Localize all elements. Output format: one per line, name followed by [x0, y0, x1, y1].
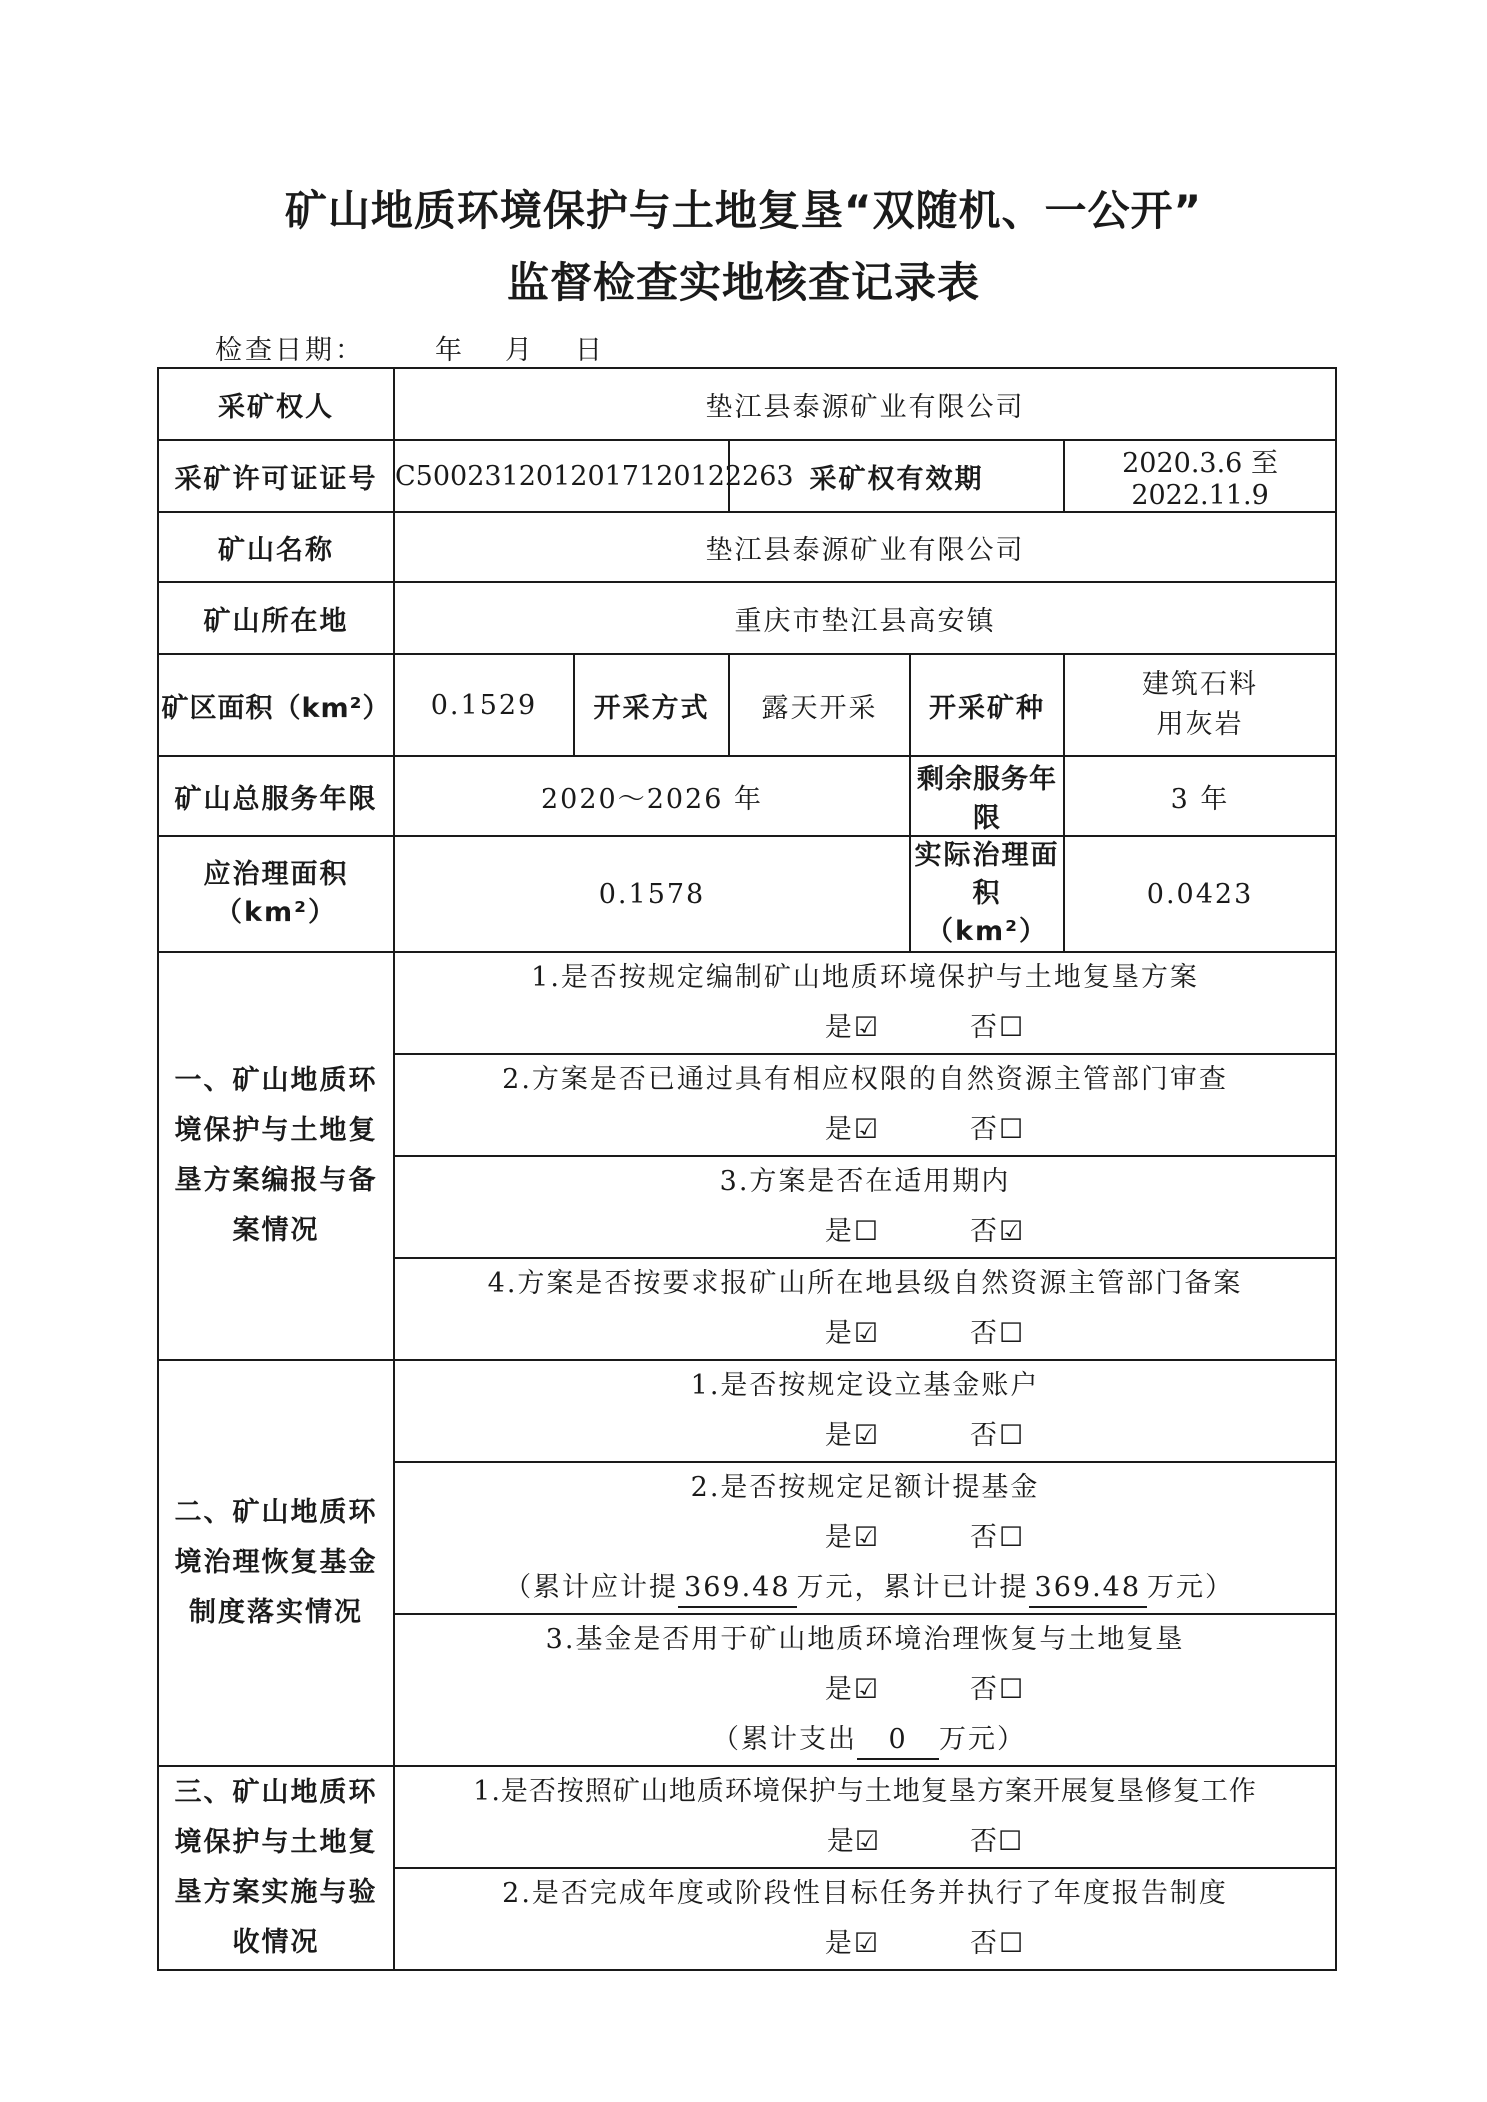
answer-line — [395, 1309, 1335, 1359]
service-label: 矿山总服务年限 — [158, 756, 394, 836]
section3-title-line3: 垦方案实施与验 — [174, 1877, 378, 1908]
no-checkbox[interactable]: 否☐ — [970, 1012, 1026, 1043]
section1-item1-row — [158, 952, 1336, 1054]
remain-label: 剩余服务年限 — [910, 756, 1064, 836]
fund-expense-note — [395, 1715, 1335, 1765]
section3-title-line4: 收情况 — [232, 1927, 320, 1958]
section1-title-line1: 一、矿山地质环 — [174, 1065, 378, 1096]
owner-value: 垫江县泰源矿业有限公司 — [394, 368, 1336, 440]
section2-title-line1: 二、矿山地质环 — [174, 1497, 378, 1528]
note-prefix: （累计应计提 — [504, 1572, 679, 1603]
validity-value: 2020.3.6 至 2022.11.9 — [1064, 440, 1336, 512]
section3-title — [158, 1766, 394, 1970]
row-license — [158, 440, 1336, 512]
yes-checkbox[interactable]: 是☑ — [824, 1114, 881, 1145]
question-text: 2.是否完成年度或阶段性目标任务并执行了年度报告制度 — [502, 1878, 1228, 1909]
answer-line — [395, 1411, 1335, 1461]
answer-line — [395, 1513, 1335, 1563]
document-title-line2: 监督检查实地核查记录表 — [506, 258, 980, 307]
note-suffix: 万元） — [939, 1724, 1027, 1755]
no-checkbox[interactable]: 否☑ — [970, 1216, 1026, 1247]
mineral-value-line2: 用灰岩 — [1156, 709, 1244, 740]
row-mine-name — [158, 512, 1336, 582]
should-area-label — [158, 836, 394, 952]
note-prefix: （累计支出 — [712, 1724, 858, 1755]
row-location — [158, 582, 1336, 654]
remain-value: 3 年 — [1064, 756, 1336, 836]
actual-area-value: 0.0423 — [1064, 836, 1336, 952]
section1-title-line2: 境保护与土地复 — [174, 1115, 378, 1146]
section2-item1-row — [158, 1360, 1336, 1462]
area-value: 0.1529 — [394, 654, 574, 756]
section2-item3 — [394, 1614, 1336, 1766]
no-checkbox[interactable]: 否☐ — [970, 1114, 1026, 1145]
note-mid: 万元，累计已计提 — [796, 1572, 1029, 1603]
section1-item3 — [394, 1156, 1336, 1258]
section3-item1-row — [158, 1766, 1336, 1868]
section2-title-line2: 境治理恢复基金 — [174, 1547, 378, 1578]
question-text: 1.是否按照矿山地质环境保护与土地复垦方案开展复垦修复工作 — [473, 1776, 1257, 1807]
actual-area-label-line2: （km²） — [926, 916, 1048, 947]
answer-line — [395, 1665, 1335, 1715]
inspection-date-label: 检查日期： — [215, 335, 365, 366]
section1-title-line3: 垦方案编报与备 — [174, 1165, 378, 1196]
date-day: 日 — [575, 335, 605, 366]
method-value: 露天开采 — [729, 654, 910, 756]
note-suffix: 万元） — [1147, 1572, 1235, 1603]
answer-line — [395, 1207, 1335, 1257]
no-checkbox[interactable]: 否☐ — [970, 1674, 1026, 1705]
date-year: 年 — [435, 335, 465, 366]
mineral-value — [1064, 654, 1336, 756]
actual-area-label — [910, 836, 1064, 952]
question-text: 4.方案是否按要求报矿山所在地县级自然资源主管部门备案 — [487, 1268, 1243, 1299]
section1-item1 — [394, 952, 1336, 1054]
question-text: 3.方案是否在适用期内 — [719, 1166, 1011, 1197]
mine-name-label: 矿山名称 — [158, 512, 394, 582]
answer-line — [395, 1003, 1335, 1053]
no-checkbox[interactable]: 否☐ — [970, 1420, 1026, 1451]
yes-checkbox[interactable]: 是☑ — [824, 1420, 881, 1451]
yes-checkbox[interactable]: 是☑ — [824, 1522, 881, 1553]
section3-title-line2: 境保护与土地复 — [174, 1827, 378, 1858]
row-owner — [158, 368, 1336, 440]
expense-value: 0 — [857, 1722, 939, 1760]
yes-checkbox[interactable]: 是☐ — [824, 1216, 881, 1247]
question-text: 3.基金是否用于矿山地质环境治理恢复与土地复垦 — [545, 1624, 1185, 1655]
row-service — [158, 756, 1336, 836]
inspection-date-line — [215, 328, 605, 367]
actual-area-label-line1: 实际治理面积 — [914, 840, 1060, 909]
should-area-label-line2: （km²） — [215, 897, 337, 928]
question-text: 1.是否按规定设立基金账户 — [690, 1370, 1040, 1401]
section1-title — [158, 952, 394, 1360]
service-value: 2020～2026 年 — [394, 756, 910, 836]
answer-line — [395, 1105, 1335, 1155]
yes-checkbox[interactable]: 是☑ — [824, 1674, 881, 1705]
section1-title-line4: 案情况 — [232, 1215, 320, 1246]
license-label: 采矿许可证证号 — [158, 440, 394, 512]
row-treatment-area — [158, 836, 1336, 952]
section2-title — [158, 1360, 394, 1766]
no-checkbox[interactable]: 否☐ — [970, 1318, 1026, 1349]
document-title-line1: 矿山地质环境保护与土地复垦“双随机、一公开” — [284, 186, 1203, 235]
section1-item4 — [394, 1258, 1336, 1360]
question-text: 2.方案是否已通过具有相应权限的自然资源主管部门审查 — [502, 1064, 1228, 1095]
question-text: 1.是否按规定编制矿山地质环境保护与土地复垦方案 — [531, 962, 1199, 993]
yes-checkbox[interactable]: 是☑ — [824, 1012, 881, 1043]
answer-line — [395, 1919, 1335, 1969]
license-value: C5002312012017120122263 — [394, 440, 729, 512]
section1-item2 — [394, 1054, 1336, 1156]
section3-item1 — [394, 1766, 1336, 1868]
should-area-label-line1: 应治理面积 — [203, 859, 349, 890]
yes-checkbox[interactable]: 是☑ — [826, 1826, 881, 1857]
section2-title-line3: 制度落实情况 — [189, 1597, 363, 1628]
answer-line — [395, 1817, 1335, 1867]
no-checkbox[interactable]: 否☐ — [970, 1522, 1026, 1553]
yes-checkbox[interactable]: 是☑ — [824, 1318, 881, 1349]
method-label: 开采方式 — [574, 654, 729, 756]
owner-label: 采矿权人 — [158, 368, 394, 440]
should-area-value: 0.1578 — [394, 836, 910, 952]
area-label: 矿区面积（km²） — [158, 654, 394, 756]
mineral-label: 开采矿种 — [910, 654, 1064, 756]
no-checkbox[interactable]: 否☐ — [970, 1826, 1024, 1857]
section3-item2 — [394, 1868, 1336, 1970]
accrual-done-value: 369.48 — [1029, 1570, 1147, 1608]
date-month: 月 — [505, 335, 535, 366]
accrual-due-value: 369.48 — [678, 1570, 796, 1608]
location-label: 矿山所在地 — [158, 582, 394, 654]
inspection-record-table — [157, 367, 1337, 1971]
section2-item2 — [394, 1462, 1336, 1614]
mine-name-value: 垫江县泰源矿业有限公司 — [394, 512, 1336, 582]
no-checkbox[interactable]: 否☐ — [970, 1928, 1026, 1959]
mineral-value-line1: 建筑石料 — [1142, 669, 1259, 700]
question-text: 2.是否按规定足额计提基金 — [690, 1472, 1040, 1503]
validity-label: 采矿权有效期 — [729, 440, 1064, 512]
section3-title-line1: 三、矿山地质环 — [174, 1777, 378, 1808]
section2-item1 — [394, 1360, 1336, 1462]
location-value: 重庆市垫江县高安镇 — [394, 582, 1336, 654]
yes-checkbox[interactable]: 是☑ — [824, 1928, 881, 1959]
row-area — [158, 654, 1336, 756]
fund-accrual-note — [395, 1563, 1335, 1613]
